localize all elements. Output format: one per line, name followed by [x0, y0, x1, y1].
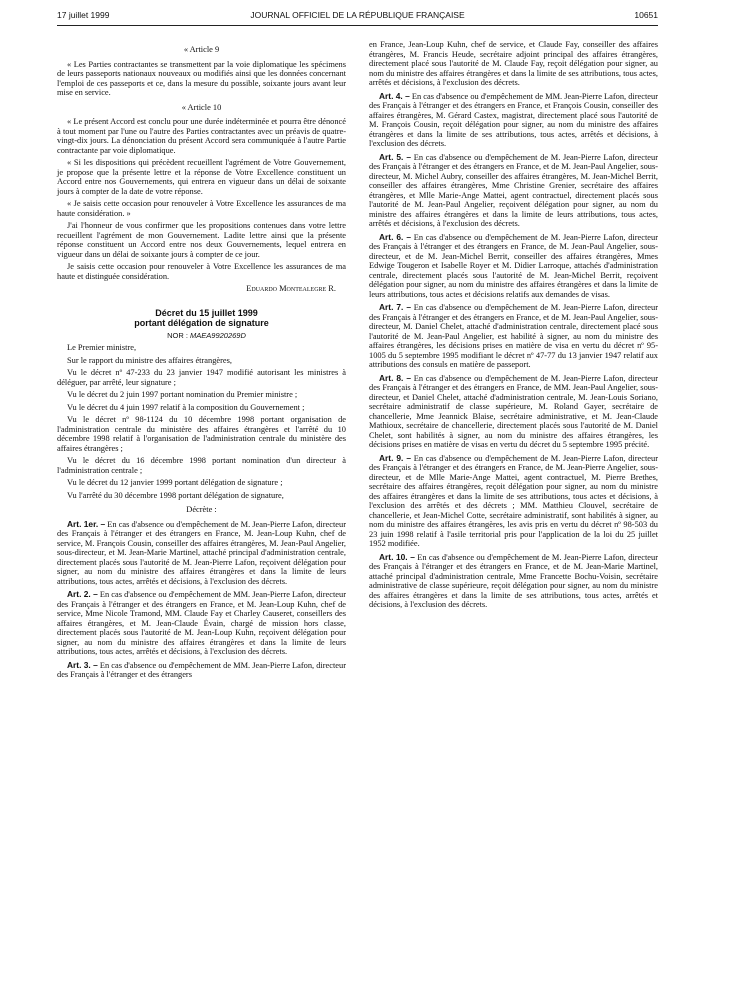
article-9-heading: « Article 9 [183, 45, 220, 54]
article-3-continued: en France, Jean-Loup Kuhn, chef de service, et Claude Fay, conseiller des affaires étrangères, M. Francis Heude, secrétaire adjoint principal des affaires étrangères, directement placé sous l'autorité de M. Claude Fay, reçoit délégation pour signer, au nom du ministre des affaires étrangères et dans la limite de ses attributions, tous actes, arrêtés et décisions, à l'exclusion des décrets. [369, 40, 658, 87]
visa-5: Vu le décret du 16 décembre 1998 portant nomination d'un directeur à l'administration centrale ; [57, 456, 346, 475]
header-page-number: 10651 [634, 10, 658, 20]
article-9-text: « Les Parties contractantes se transmettent par la voie diplomatique les spécimens de leurs passeports nationaux nouveaux ou modifiés ainsi que les données concernant l'emploi de ces passeports et ce, dans la mesure du possible, soixante jours avant leur mise en service. [57, 59, 346, 97]
article-4: Art. 4. – En cas d'absence ou d'empêchement de MM. Jean-Pierre Lafon, directeur des Français à l'étranger et des étrangers en France, et François Cousin, conseiller des affaires étrangères, M. Gérard Castex, magistrat, directement placé sous l'autorité de M. François Cousin, reçoit délégation pour signer, au nom du ministre des affaires étrangères et dans la limite de ses attributions, tous actes, arrêtés et décisions, à l'exclusion des décrets. [369, 90, 658, 148]
sur-rapport: Sur le rapport du ministre des affaires étrangères, [67, 355, 232, 365]
visa-3: Vu le décret du 4 juin 1997 relatif à la composition du Gouvernement ; [67, 402, 305, 412]
visa-1: Vu le décret nº 47-233 du 23 janvier 1947 modifié autorisant les ministres à déléguer, par arrêté, leur signature ; [57, 368, 346, 387]
signature: Eduardo Montealegre R. [246, 284, 336, 293]
visa-6: Vu le décret du 12 janvier 1999 portant délégation de signature ; [67, 478, 283, 487]
article-6: Art. 6. – En cas d'absence ou d'empêchement de M. Jean-Pierre Lafon, directeur des Français à l'étranger et des étrangers en France, de M. Jean-Paul Angelier, sous-directeur, et de M. Jean-Michel Berrit, conseiller des affaires étrangères, Mmes Edwige Tougeron et Isabelle Royer et M. Didier Larroque, attachés d'administration centrale, directement placés sous l'autorité de M. Jean-Michel Berrit, reçoivent délégation pour signer, au nom du ministre des affaires étrangères et dans la limite de leurs attributions, tous actes et décisions relatifs aux demandes de visas. [369, 231, 658, 299]
article-10-text: « Le présent Accord est conclu pour une durée indéterminée et pourra être dénoncé à tout moment par l'une ou l'autre des Parties contractantes avec un préavis de quatre-vingt-dix jours. La dénonciation du présent Accord sera communiquée à l'autre Partie contractante par voie diplomatique. [57, 117, 346, 155]
paragraph-honneur: J'ai l'honneur de vous confirmer que les propositions contenues dans votre lettre recueillent l'agrément de mon Gouvernement. Ladite lettre ainsi que la présente réponse constituent un Accord entre nos deux Gouvernements, lequel entrera en vigueur dans un délai de soixante jours à compter de ce jour. [57, 221, 346, 259]
header-rule [57, 25, 658, 26]
page-header [57, 10, 658, 22]
paragraph-saisis-2: Je saisis cette occasion pour renouveler à Votre Excellence les assurances de ma haute et distinguée considération. [57, 262, 346, 281]
article-8: Art. 8. – En cas d'absence ou d'empêchement de M. Jean-Pierre Lafon, directeur des Français à l'étranger et des étrangers en France, de MM. Jean-Paul Angelier, sous-directeur, et Daniel Chelet, attaché d'administration centrale, M. Jean-Louis Soriano, secrétaire administratif de classe supérieure, M. Roland Gayer, secrétaire de chancellerie, Mme Jeannick Blaise, secrétaire administrative, et M. Jean-Claude Mathioux, secrétaire de chancellerie, directement placés sous l'autorité de M. Daniel Chelet, sont habilités à signer, au nom du ministre des affaires étrangères, les décisions prises en matière de visas en vertu du décret du 5 septembre 1995 précité. [369, 372, 658, 449]
paragraph-saisis-1: « Je saisis cette occasion pour renouveler à Votre Excellence les assurances de ma haute considération. » [57, 199, 346, 218]
premier-ministre: Le Premier ministre, [67, 343, 137, 352]
article-10: Art. 10. – En cas d'absence ou d'empêchement de M. Jean-Pierre Lafon, directeur des Français à l'étranger et des étrangers en France, et de M. Jean-Marie Martinel, attaché principal d'administration centrale, Mme Francette Bochu-Voisin, secrétaire administrative de classe supérieure, reçoit délégation pour signer, au nom du ministre des affaires étrangères et dans la limite de ses attributions, tous actes, arrêtés et décisions, à l'exclusion des décrets. [369, 551, 658, 609]
right-column [369, 40, 658, 614]
header-journal-title: JOURNAL OFFICIEL DE LA RÉPUBLIQUE FRANÇAISE [250, 10, 465, 20]
article-3: Art. 3. – En cas d'absence ou d'empêchement de MM. Jean-Pierre Lafon, directeur des Français à l'étranger et des étrangers [57, 659, 346, 679]
article-2: Art. 2. – En cas d'absence ou d'empêchement de MM. Jean-Pierre Lafon, directeur des Français à l'étranger et des étrangers en France, et M. Jean-Loup Kuhn, chef de service, Mme Nicole Tramond, MM. Claude Fay et Charley Causeret, conseillers des affaires étrangères, et M. Jean-Claude Évain, chargé de mission hors classe, directement placés sous l'autorité de M. Jean-Loup Kuhn, reçoivent délégation pour signer, au nom du ministre des affaires étrangères et dans la limite de leurs attributions, tous actes, arrêtés et décisions, à l'exclusion des décrets. [57, 589, 346, 656]
decrete: Décrète : [186, 505, 217, 514]
visa-7: Vu l'arrêté du 30 décembre 1998 portant délégation de signature, [67, 490, 284, 500]
left-column [57, 40, 346, 684]
article-9: Art. 9. – En cas d'absence ou d'empêchement de M. Jean-Pierre Lafon, directeur des Français à l'étranger et des étrangers en France, de M. Jean-Pierre Angelier, sous-directeur, et de Mlle Marie-Ange Mattei, agent contractuel, M. Pierre Brethes, secrétaire des affaires étrangères, reçoit délégation pour signer, au nom du ministre des affaires étrangères et dans la limite de ses attributions, tous actes et décisions, à l'exclusion des arrêtés et des décrets ; MM. Matthieu Clouvel, secrétaire de chancellerie, et Jean-Michel Cotte, secrétaire administratif, sont habilités à signer, au nom du ministre des affaires étrangères, les avis pris en vertu du décret nº 98-503 du 23 juin 1998 relatif à l'asile territorial pris pour l'application de la loi du 25 juillet 1952 modifiée. [369, 452, 658, 548]
visa-4: Vu le décret nº 98-1124 du 10 décembre 1998 portant organisation de l'administration centrale du ministère des affaires étrangères et l'arrêté du 10 décembre 1998 relatif à l'organisation de l'administration centrale du ministère des affaires étrangères ; [57, 415, 346, 453]
article-10-heading: « Article 10 [181, 102, 222, 112]
article-7: Art. 7. – En cas d'absence ou d'empêchement de M. Jean-Pierre Lafon, directeur des Français à l'étranger et des étrangers en France, et de M. Jean-Paul Angelier, sous-directeur, M. Daniel Chelet, attaché d'administration centrale, directement placé sous l'autorité de M. Jean-Paul Angelier, est habilité à signer, au nom du ministre des affaires étrangères, les décisions prises en matière de visa en vertu du décret nº 95-1005 du 5 septembre 1995 modifiant le décret nº 47-77 du 13 janvier 1947 relatif aux attributions des consuls en matière de passeport. [369, 302, 658, 369]
nor-reference: NOR : MAEA9920269D [167, 330, 246, 340]
header-date: 17 juillet 1999 [57, 10, 110, 20]
decree-title: Décret du 15 juillet 1999 portant délégation de signature [134, 307, 269, 328]
article-1: Art. 1er. – En cas d'absence ou d'empêchement de M. Jean-Pierre Lafon, directeur des Français à l'étranger et des étrangers en France, M. Jean-Loup Kuhn, chef de service, M. François Cousin, conseiller des affaires étrangères, M. Jean-Paul Angelier, sous-directeur, et M. Jean-Marie Martinel, attaché principal d'administration centrale, directement placés sous l'autorité de M. Jean-Pierre Lafon, reçoivent délégation pour signer, au nom du ministre des affaires étrangères et dans la limite de leurs attributions, tous actes, arrêtés et décisions, à l'exclusion des décrets. [57, 518, 346, 586]
visa-2: Vu le décret du 2 juin 1997 portant nomination du Premier ministre ; [67, 390, 298, 399]
paragraph-si-dispositions: « Si les dispositions qui précèdent recueillent l'agrément de Votre Gouvernement, je propose que la présente lettre et la réponse de Votre Excellence constituent un Accord entre nos Gouvernements, qui entrera en vigueur dans un délai de soixante jours à compter de la date de votre réponse. [57, 158, 346, 196]
article-5: Art. 5. – En cas d'absence ou d'empêchement de M. Jean-Pierre Lafon, directeur des Français à l'étranger et des étrangers en France, et de M. Jean-Paul Angelier, sous-directeur, M. Michel Aubry, conseiller des affaires étrangères, M. Jean-Michel Berrit, conseiller des affaires étrangères, Mme Christine Grenier, secrétaire des affaires étrangères, et Mlle Marie-Ange Mattei, agent contractuel, directement placés sous l'autorité de M. Jean-Paul Angelier, reçoivent délégation pour signer, au nom du ministre des affaires étrangères et dans la limite de leurs attributions, tous actes, arrêtés et décisions, à l'exclusion des décrets. [369, 151, 658, 228]
